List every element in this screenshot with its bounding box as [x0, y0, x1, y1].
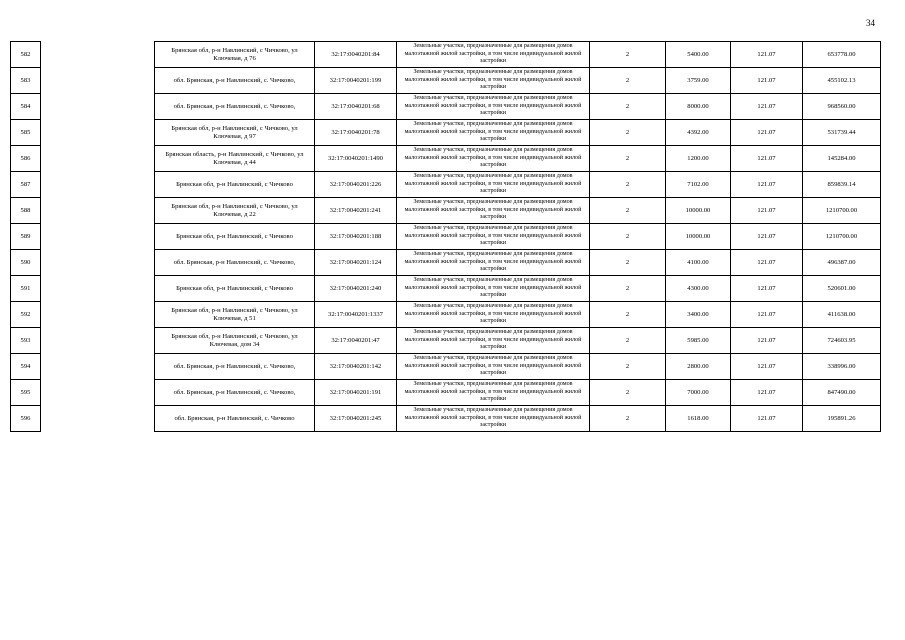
table-row [155, 198, 881, 224]
cadastral-number-cell: 32:17:0040201:84 [315, 42, 397, 68]
row-number-cell: 593 [11, 328, 41, 354]
area-cell: 10000.00 [666, 198, 731, 224]
cadastral-value-cell: 1210700.00 [803, 198, 881, 224]
rate-cell: 121.07 [731, 120, 803, 146]
cadastral-number-cell: 32:17:0040201:142 [315, 354, 397, 380]
row-number-row [11, 250, 41, 276]
area-cell: 7102.00 [666, 172, 731, 198]
row-number-cell: 586 [11, 146, 41, 172]
permitted-use-cell: Земельные участки, предназначенные для размещения домов малоэтажной жилой застройки, в том числе индивидуальной жилой застройки [397, 68, 590, 94]
permitted-use-cell: Земельные участки, предназначенные для размещения домов малоэтажной жилой застройки, в том числе индивидуальной жилой застройки [397, 406, 590, 432]
cadastral-number-cell: 32:17:0040201:191 [315, 380, 397, 406]
table-row [155, 380, 881, 406]
permitted-use-cell: Земельные участки, предназначенные для размещения домов малоэтажной жилой застройки, в том числе индивидуальной жилой застройки [397, 302, 590, 328]
table-row [155, 354, 881, 380]
rate-cell: 121.07 [731, 146, 803, 172]
row-number-cell: 588 [11, 198, 41, 224]
permitted-use-cell: Земельные участки, предназначенные для размещения домов малоэтажной жилой застройки, в том числе индивидуальной жилой застройки [397, 380, 590, 406]
table-row [155, 406, 881, 432]
category-cell: 2 [590, 276, 666, 302]
row-number-row [11, 94, 41, 120]
row-number-row [11, 42, 41, 68]
category-cell: 2 [590, 328, 666, 354]
category-cell: 2 [590, 94, 666, 120]
permitted-use-cell: Земельные участки, предназначенные для размещения домов малоэтажной жилой застройки, в том числе индивидуальной жилой застройки [397, 146, 590, 172]
address-cell: Брянская обл, р-н Навлинский, с Чичково [155, 224, 315, 250]
cadastral-number-cell: 32:17:0040201:240 [315, 276, 397, 302]
cadastral-value-cell: 145284.00 [803, 146, 881, 172]
area-cell: 2800.00 [666, 354, 731, 380]
address-cell: Брянская обл, р-н Навлинский, с Чичково, ул Ключевая, д 51 [155, 302, 315, 328]
address-cell: обл. Брянская, р-н Навлинский, с. Чичково, [155, 250, 315, 276]
row-number-cell: 587 [11, 172, 41, 198]
category-cell: 2 [590, 224, 666, 250]
area-cell: 5400.00 [666, 42, 731, 68]
table-row [155, 302, 881, 328]
address-cell: Брянская область, р-н Навлинский, с Чичково, ул Ключевая, д 44 [155, 146, 315, 172]
cadastral-value-cell: 411638.00 [803, 302, 881, 328]
row-number-row [11, 172, 41, 198]
cadastral-number-cell: 32:17:0040201:78 [315, 120, 397, 146]
row-number-cell: 594 [11, 354, 41, 380]
cadastral-value-cell: 531739.44 [803, 120, 881, 146]
rate-cell: 121.07 [731, 172, 803, 198]
permitted-use-cell: Земельные участки, предназначенные для размещения домов малоэтажной жилой застройки, в том числе индивидуальной жилой застройки [397, 198, 590, 224]
rate-cell: 121.07 [731, 198, 803, 224]
row-number-row [11, 198, 41, 224]
area-cell: 4392.00 [666, 120, 731, 146]
row-number-cell: 583 [11, 68, 41, 94]
address-cell: Брянская обл, р-н Навлинский, с Чичково [155, 172, 315, 198]
category-cell: 2 [590, 302, 666, 328]
table-row [155, 94, 881, 120]
table-row [155, 328, 881, 354]
category-cell: 2 [590, 42, 666, 68]
rate-cell: 121.07 [731, 406, 803, 432]
rate-cell: 121.07 [731, 250, 803, 276]
row-number-table [10, 41, 41, 432]
row-number-cell: 592 [11, 302, 41, 328]
table-row [155, 172, 881, 198]
address-cell: Брянская обл, р-н Навлинский, с Чичково [155, 276, 315, 302]
category-cell: 2 [590, 146, 666, 172]
cadastral-value-cell: 1210700.00 [803, 224, 881, 250]
permitted-use-cell: Земельные участки, предназначенные для размещения домов малоэтажной жилой застройки, в том числе индивидуальной жилой застройки [397, 172, 590, 198]
rate-cell: 121.07 [731, 68, 803, 94]
permitted-use-cell: Земельные участки, предназначенные для размещения домов малоэтажной жилой застройки, в том числе индивидуальной жилой застройки [397, 224, 590, 250]
row-number-row [11, 302, 41, 328]
cadastral-number-cell: 32:17:0040201:188 [315, 224, 397, 250]
cadastral-number-cell: 32:17:0040201:199 [315, 68, 397, 94]
row-number-row [11, 380, 41, 406]
row-number-cell: 584 [11, 94, 41, 120]
category-cell: 2 [590, 120, 666, 146]
permitted-use-cell: Земельные участки, предназначенные для размещения домов малоэтажной жилой застройки, в том числе индивидуальной жилой застройки [397, 250, 590, 276]
row-number-cell: 591 [11, 276, 41, 302]
cadastral-value-cell: 724603.95 [803, 328, 881, 354]
row-number-row [11, 120, 41, 146]
row-number-cell: 596 [11, 406, 41, 432]
address-cell: обл. Брянская, р-н Навлинский, с. Чичково, [155, 354, 315, 380]
category-cell: 2 [590, 198, 666, 224]
row-number-row [11, 68, 41, 94]
row-number-row [11, 224, 41, 250]
category-cell: 2 [590, 172, 666, 198]
table-row [155, 224, 881, 250]
permitted-use-cell: Земельные участки, предназначенные для размещения домов малоэтажной жилой застройки, в том числе индивидуальной жилой застройки [397, 276, 590, 302]
rate-cell: 121.07 [731, 354, 803, 380]
address-cell: Брянская обл, р-н Навлинский, с Чичково, ул Ключевая, д 22 [155, 198, 315, 224]
row-number-cell: 595 [11, 380, 41, 406]
cadastral-number-cell: 32:17:0040201:47 [315, 328, 397, 354]
cadastral-value-cell: 496387.00 [803, 250, 881, 276]
category-cell: 2 [590, 250, 666, 276]
table-row [155, 276, 881, 302]
row-number-row [11, 146, 41, 172]
page-number: 34 [866, 18, 875, 28]
address-cell: Брянская обл, р-н Навлинский, с Чичково, ул Ключевая, д 97 [155, 120, 315, 146]
table-row [155, 250, 881, 276]
rate-cell: 121.07 [731, 328, 803, 354]
address-cell: обл. Брянская, р-н Навлинский, с. Чичково, [155, 94, 315, 120]
cadastral-number-cell: 32:17:0040201:245 [315, 406, 397, 432]
row-number-row [11, 328, 41, 354]
area-cell: 3759.00 [666, 68, 731, 94]
cadastral-value-cell: 520601.00 [803, 276, 881, 302]
area-cell: 10000.00 [666, 224, 731, 250]
address-cell: Брянская обл, р-н Навлинский, с Чичково, ул Ключевая, д 76 [155, 42, 315, 68]
row-number-cell: 589 [11, 224, 41, 250]
cadastral-value-cell: 847490.00 [803, 380, 881, 406]
row-number-cell: 585 [11, 120, 41, 146]
cadastral-number-cell: 32:17:0040201:124 [315, 250, 397, 276]
rate-cell: 121.07 [731, 42, 803, 68]
row-number-row [11, 354, 41, 380]
cadastral-number-cell: 32:17:0040201:1490 [315, 146, 397, 172]
permitted-use-cell: Земельные участки, предназначенные для размещения домов малоэтажной жилой застройки, в том числе индивидуальной жилой застройки [397, 354, 590, 380]
address-cell: обл. Брянская, р-н Навлинский, с. Чичково, [155, 380, 315, 406]
area-cell: 4100.00 [666, 250, 731, 276]
cadastral-value-cell: 338996.00 [803, 354, 881, 380]
address-cell: обл. Брянская, р-н Навлинский, с. Чичково, [155, 68, 315, 94]
row-number-cell: 582 [11, 42, 41, 68]
cadastral-number-cell: 32:17:0040201:68 [315, 94, 397, 120]
area-cell: 4300.00 [666, 276, 731, 302]
permitted-use-cell: Земельные участки, предназначенные для размещения домов малоэтажной жилой застройки, в том числе индивидуальной жилой застройки [397, 94, 590, 120]
area-cell: 5985.00 [666, 328, 731, 354]
land-parcels-table [154, 41, 881, 432]
permitted-use-cell: Земельные участки, предназначенные для размещения домов малоэтажной жилой застройки, в том числе индивидуальной жилой застройки [397, 328, 590, 354]
category-cell: 2 [590, 354, 666, 380]
table-row [155, 120, 881, 146]
cadastral-value-cell: 653778.00 [803, 42, 881, 68]
row-number-row [11, 276, 41, 302]
row-number-row [11, 406, 41, 432]
address-cell: обл. Брянская, р-н Навлинский, с. Чичково [155, 406, 315, 432]
rate-cell: 121.07 [731, 380, 803, 406]
rate-cell: 121.07 [731, 302, 803, 328]
table-row [155, 146, 881, 172]
area-cell: 1200.00 [666, 146, 731, 172]
permitted-use-cell: Земельные участки, предназначенные для размещения домов малоэтажной жилой застройки, в том числе индивидуальной жилой застройки [397, 42, 590, 68]
cadastral-value-cell: 968560.00 [803, 94, 881, 120]
area-cell: 1618.00 [666, 406, 731, 432]
area-cell: 7000.00 [666, 380, 731, 406]
area-cell: 8000.00 [666, 94, 731, 120]
cadastral-value-cell: 859839.14 [803, 172, 881, 198]
cadastral-value-cell: 455102.13 [803, 68, 881, 94]
table-row [155, 68, 881, 94]
category-cell: 2 [590, 68, 666, 94]
rate-cell: 121.07 [731, 224, 803, 250]
address-cell: Брянская обл, р-н Навлинский, с Чичково, ул Ключевая, дом 34 [155, 328, 315, 354]
table-row [155, 42, 881, 68]
cadastral-number-cell: 32:17:0040201:226 [315, 172, 397, 198]
rate-cell: 121.07 [731, 276, 803, 302]
category-cell: 2 [590, 406, 666, 432]
cadastral-value-cell: 195891.26 [803, 406, 881, 432]
row-number-cell: 590 [11, 250, 41, 276]
rate-cell: 121.07 [731, 94, 803, 120]
area-cell: 3400.00 [666, 302, 731, 328]
cadastral-number-cell: 32:17:0040201:241 [315, 198, 397, 224]
cadastral-number-cell: 32:17:0040201:1337 [315, 302, 397, 328]
category-cell: 2 [590, 380, 666, 406]
permitted-use-cell: Земельные участки, предназначенные для размещения домов малоэтажной жилой застройки, в том числе индивидуальной жилой застройки [397, 120, 590, 146]
